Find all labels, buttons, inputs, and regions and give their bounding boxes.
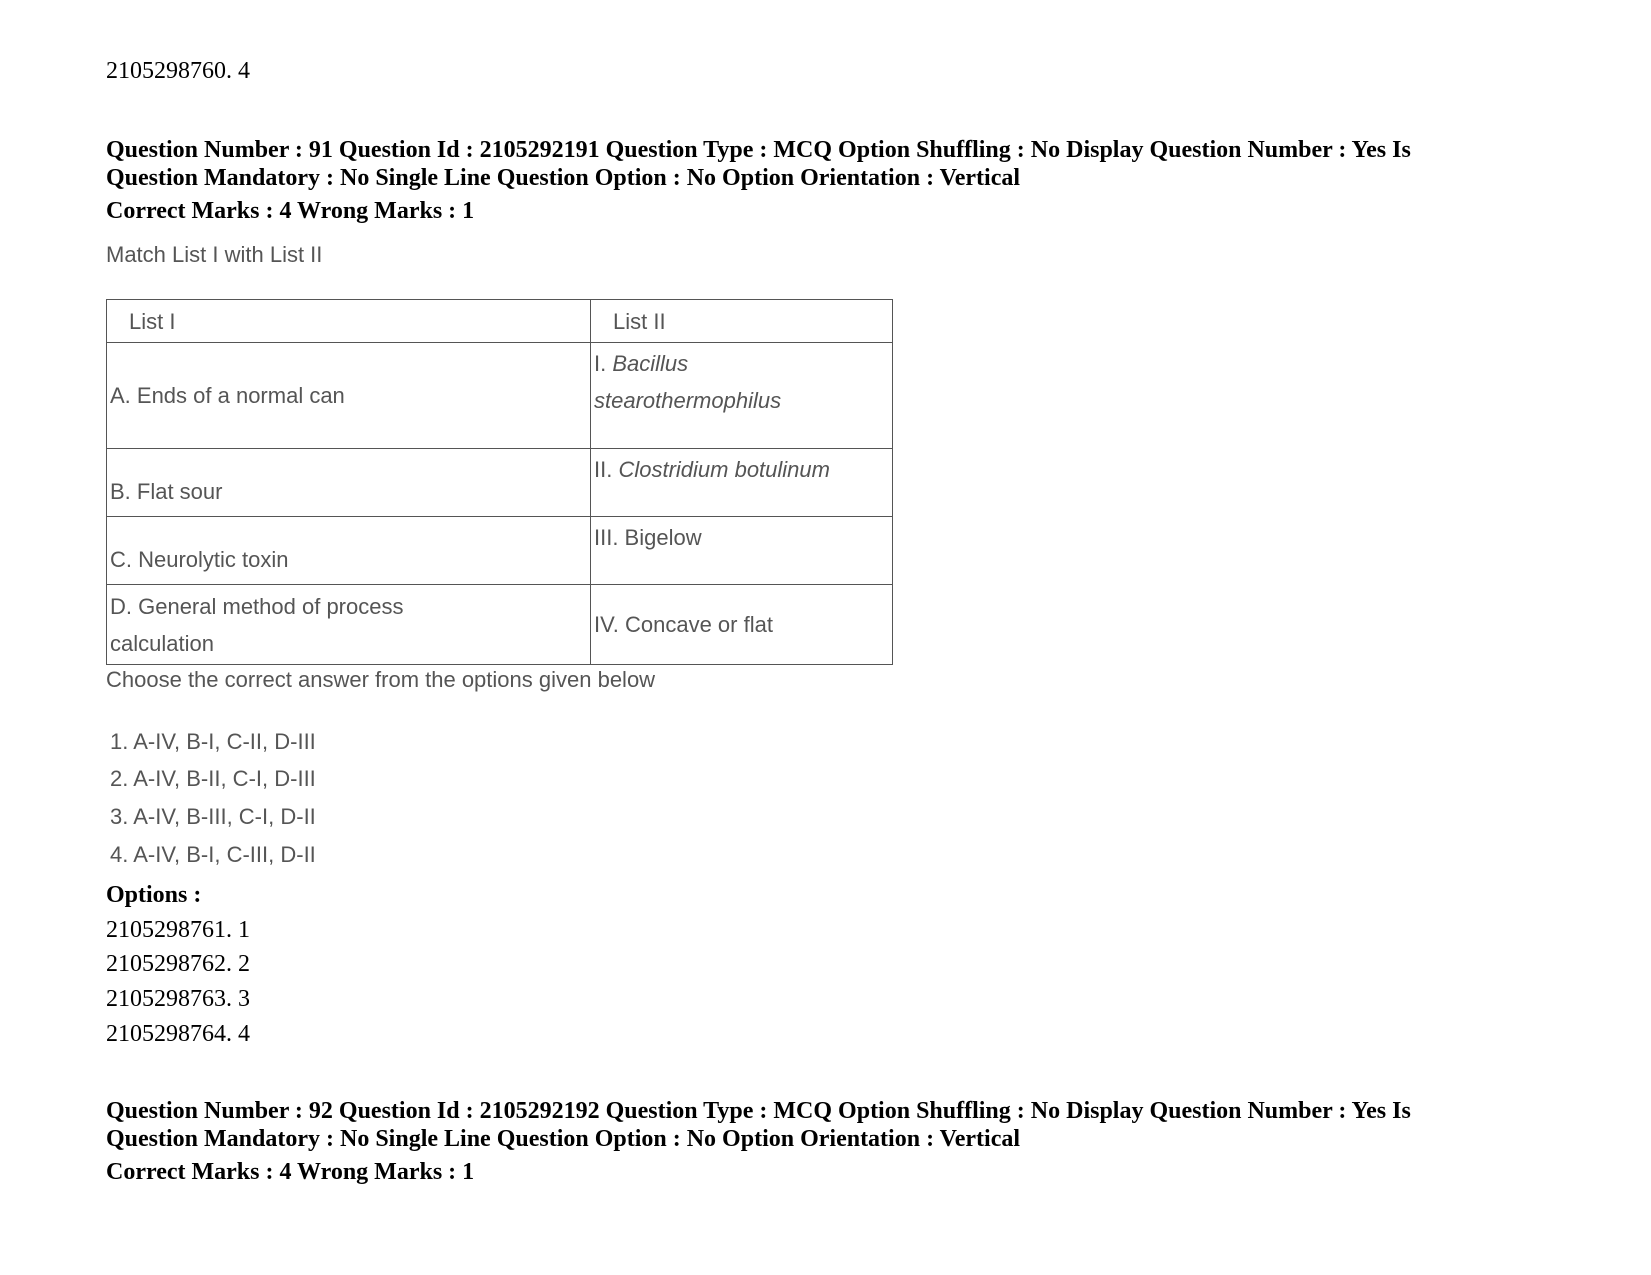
- choose-instruction: Choose the correct answer from the options given below: [106, 667, 656, 692]
- answer-choice-4: 4. A-IV, B-I, C-III, D-II: [110, 842, 316, 867]
- table-row: [107, 517, 893, 585]
- table-row: [107, 449, 893, 517]
- answer-choice-3: 3. A-IV, B-III, C-I, D-II: [110, 804, 316, 829]
- q91-instruction: Match List I with List II: [106, 242, 323, 267]
- option-line-2: 2105298762. 2: [106, 951, 250, 977]
- table-row: [107, 585, 893, 665]
- q92-marks: Correct Marks : 4 Wrong Marks : 1: [106, 1159, 475, 1185]
- q91-metadata: [106, 136, 1556, 192]
- option-line-4: 2105298764. 4: [106, 1021, 250, 1047]
- list-2-item-3: III. Bigelow: [591, 517, 893, 585]
- answer-choice-1: 1. A-IV, B-I, C-II, D-III: [110, 729, 316, 754]
- q92-meta-line-1: Question Number : 92 Question Id : 2105292192 Question Type : MCQ Option Shuffling : No Display Question Number : Yes Is: [106, 1098, 1411, 1124]
- q92-meta-line-2: Question Mandatory : No Single Line Question Option : No Option Orientation : Vertical: [106, 1126, 1021, 1152]
- list-1-item-b: B. Flat sour: [107, 449, 591, 517]
- list-1-item-d: D. General method of process calculation: [107, 585, 591, 665]
- match-table: [106, 299, 893, 665]
- list-1-item-c: C. Neurolytic toxin: [107, 517, 591, 585]
- list-2-item-1: I. Bacillus stearothermophilus: [591, 343, 893, 449]
- list-1-item-a: A. Ends of a normal can: [107, 343, 591, 449]
- option-line-1: 2105298761. 1: [106, 917, 250, 943]
- match-table-header-row: [107, 300, 893, 343]
- options-label: Options :: [106, 882, 202, 908]
- option-line-3: 2105298763. 3: [106, 986, 250, 1012]
- answer-choice-2: 2. A-IV, B-II, C-I, D-III: [110, 766, 316, 791]
- list-1-header: List I: [107, 300, 591, 343]
- q91-marks: Correct Marks : 4 Wrong Marks : 1: [106, 198, 475, 224]
- list-2-header: List II: [591, 300, 893, 343]
- table-row: [107, 343, 893, 449]
- list-2-item-4: IV. Concave or flat: [591, 585, 893, 665]
- q91-meta-line-2: Question Mandatory : No Single Line Question Option : No Option Orientation : Vertical: [106, 165, 1021, 191]
- q92-metadata: [106, 1097, 1556, 1153]
- q91-meta-line-1: Question Number : 91 Question Id : 2105292191 Question Type : MCQ Option Shuffling : No Display Question Number : Yes Is: [106, 137, 1411, 163]
- list-2-item-2: II. Clostridium botulinum: [591, 449, 893, 517]
- previous-option-line: 2105298760. 4: [106, 58, 250, 84]
